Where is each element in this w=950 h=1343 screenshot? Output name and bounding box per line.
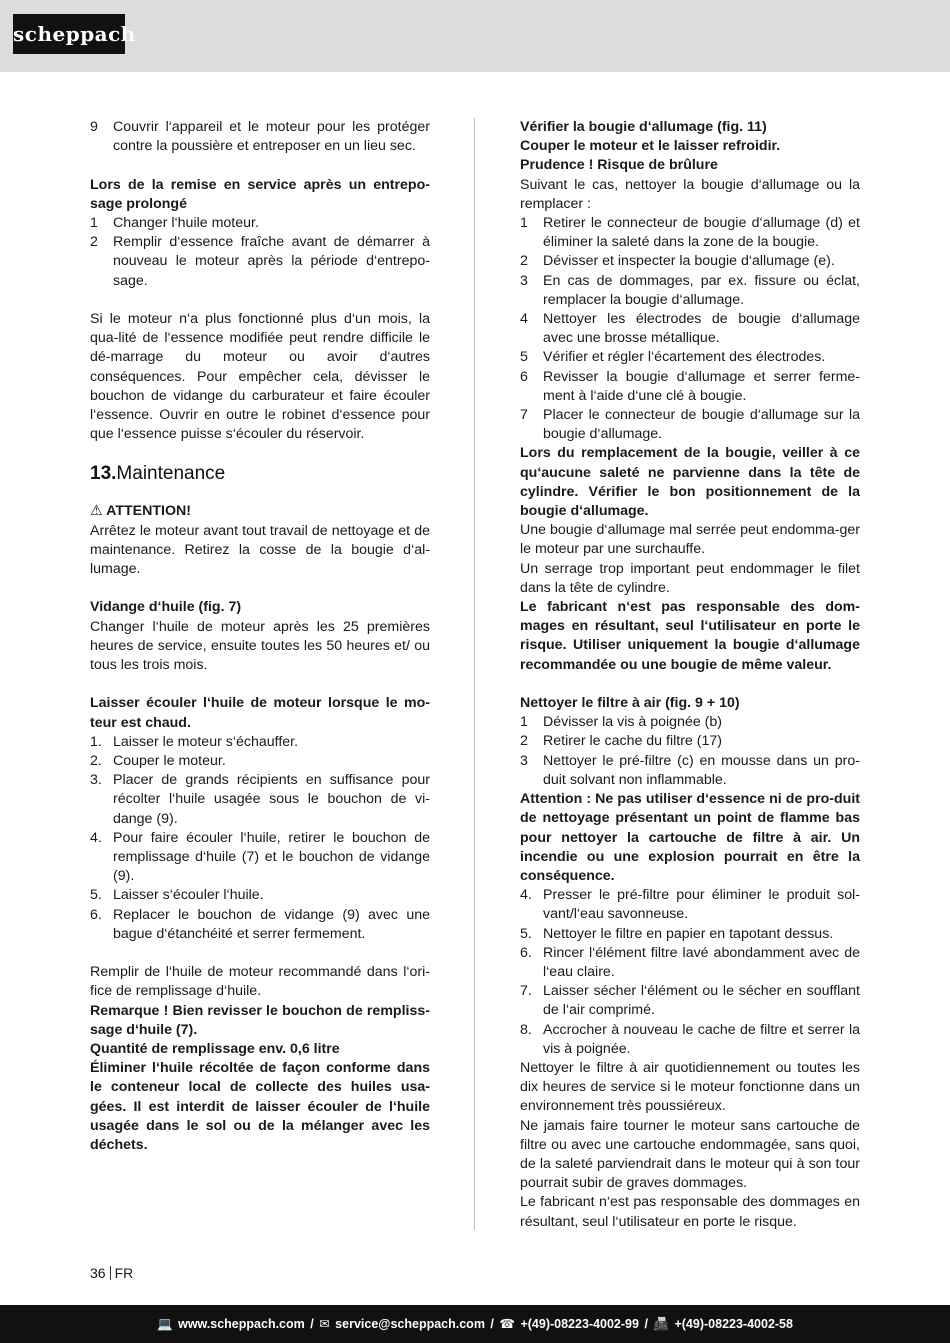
plug-replace-note: Lors du remplacement de la bougie, veiller à ce qu‘aucune saleté ne parvienne dans la tête de cylindre. Vérifier le bon positionnement de la bougie d‘allumage. <box>520 445 860 520</box>
page-header <box>0 0 950 72</box>
list-number: 1 <box>520 215 528 232</box>
plug-caution: Prudence ! Risque de brûlure <box>520 157 718 174</box>
list-number: 2 <box>90 234 98 251</box>
attention-heading <box>90 502 430 521</box>
list-text: Laisser s‘écouler l‘huile. <box>113 887 264 904</box>
section-name: Maintenance <box>116 463 226 485</box>
list-text: Remplir d‘essence fraîche avant de démarrer à nouveau le moteur après la période d‘entrepo-sage. <box>113 234 430 289</box>
list-text: Dévisser la vis à poignée (b) <box>543 714 722 731</box>
list-text: Nettoyer le pré-filtre (c) en mousse dans un pro-duit solvant non inflammable. <box>543 752 860 788</box>
list-number: 4 <box>520 311 528 328</box>
fill-text: Remplir de l‘huile de moteur recommandé dans l‘ori-fice de remplissage d‘huile. <box>90 964 430 1000</box>
footer-website[interactable]: www.scheppach.com <box>178 1317 305 1331</box>
list-item <box>90 906 430 944</box>
plug-subheading: Couper le moteur et le laisser refroidir. <box>520 138 781 155</box>
restart-heading: Lors de la remise en service après un entrepo-sage prolongé <box>90 176 430 212</box>
list-number: 7 <box>520 407 528 424</box>
list-text: Pour faire écouler l‘huile, retirer le bouchon de remplissage d‘huile (7) et le bouchon de vidange (9). <box>113 829 430 885</box>
list-number: 5. <box>520 925 532 942</box>
left-column <box>90 118 430 1155</box>
list-number: 9 <box>90 119 98 135</box>
filter-manufacturer-note: Le fabricant n‘est pas responsable des dommages en résultant, seul l‘utilisateur en porte le risque. <box>520 1194 860 1230</box>
list-text: Vérifier et régler l‘écartement des électrodes. <box>543 349 826 366</box>
list-number: 6 <box>520 368 528 385</box>
filter-warning: Attention : Ne pas utiliser d‘essence ni de pro-duit de nettoyage présentant un point de flamme bas pour nettoyer la cartouche de filtre à air. Un incendie ou une explosion pourrait en être la conséquence. <box>520 791 860 884</box>
list-text: Rincer l‘élément filtre lavé abondamment avec de l‘eau claire. <box>543 944 860 980</box>
list-number: 4. <box>90 829 102 846</box>
page-number-separator <box>110 1266 111 1280</box>
computer-icon: 💻 <box>157 1317 173 1331</box>
list-item <box>520 886 860 924</box>
list-number: 1 <box>90 215 98 231</box>
list-item <box>520 732 860 751</box>
list-number: 7. <box>520 983 532 1000</box>
list-number: 2 <box>520 733 528 750</box>
section-title <box>90 458 430 489</box>
list-number: 6. <box>90 906 102 923</box>
oil-heading: Vidange d‘huile (fig. 7) <box>90 599 242 616</box>
list-text: En cas de dommages, par ex. fissure ou éclat, remplacer la bougie d‘allumage. <box>543 272 860 308</box>
page-footer <box>0 1305 950 1343</box>
list-text: Couvrir l‘appareil et le moteur pour les protéger contre la poussière et entreposer en un lieu sec. <box>113 119 430 155</box>
footer-slash: / <box>644 1317 648 1331</box>
warning-icon: ⚠ <box>90 503 103 520</box>
footer-phone: +(49)-08223-4002-99 <box>520 1317 639 1331</box>
footer-fax: +(49)-08223-4002-58 <box>674 1317 793 1331</box>
list-number: 3. <box>90 772 102 789</box>
list-item <box>90 886 430 905</box>
drain-list <box>90 733 430 944</box>
list-number: 3 <box>520 752 528 769</box>
list-text: Placer de grands récipients en suffisance pour récolter l‘huile usagée sous le bouchon de vi-dange (9). <box>113 772 430 827</box>
scheppach-logo: scheppach <box>13 14 125 54</box>
filter-list-a <box>520 713 860 790</box>
right-column <box>520 118 860 1232</box>
page-language: FR <box>114 1265 134 1281</box>
remark-text: Remarque ! Bien revisser le bouchon de rempliss-sage d‘huile (7). <box>90 1002 430 1038</box>
attention-label: ATTENTION! <box>106 503 192 520</box>
list-item <box>520 982 860 1020</box>
list-item <box>520 713 860 732</box>
plug-list <box>520 214 860 444</box>
list-item <box>520 214 860 252</box>
list-item <box>520 925 860 944</box>
list-text: Accrocher à nouveau le cache de filtre et serrer la vis à poignée. <box>543 1021 860 1057</box>
section-number: 13. <box>90 463 117 485</box>
restart-list <box>90 214 430 291</box>
drain-heading: Laisser écouler l‘huile de moteur lorsque le mo-teur est chaud. <box>90 695 430 731</box>
list-item <box>520 406 860 444</box>
list-text: Couper le moteur. <box>113 753 226 770</box>
page-number-value: 36 <box>90 1265 106 1281</box>
list-number: 3 <box>520 272 528 289</box>
list-number: 6. <box>520 944 532 961</box>
plug-heading: Vérifier la bougie d‘allumage (fig. 11) <box>520 119 767 135</box>
filter-daily-note: Nettoyer le filtre à air quotidiennement ou toutes les dix heures de service si le moteur fonctionne dans un environnement très poussiéreux. <box>520 1059 860 1115</box>
quantity-text: Quantité de remplissage env. 0,6 litre <box>90 1041 340 1058</box>
list-item <box>90 118 430 156</box>
list-item <box>90 733 430 752</box>
list-item <box>520 272 860 310</box>
footer-slash: / <box>310 1317 314 1331</box>
list-number: 1 <box>520 714 528 731</box>
list-text: Retirer le connecteur de bougie d‘allumage (d) et éliminer la saleté dans la zone de la bougie. <box>543 215 860 251</box>
list-number: 4. <box>520 887 532 904</box>
footer-email[interactable]: service@scheppach.com <box>335 1317 485 1331</box>
plug-loose-note: Une bougie d‘allumage mal serrée peut endomma-ger le moteur par une surchauffe. <box>520 522 860 558</box>
list-item <box>90 771 430 829</box>
list-item <box>90 214 430 233</box>
list-text: Retirer le cache du filtre (17) <box>543 733 722 750</box>
list-number: 5. <box>90 887 102 904</box>
list-item <box>90 752 430 771</box>
list-number: 2. <box>90 753 102 770</box>
list-item <box>520 368 860 406</box>
plug-tight-note: Un serrage trop important peut endommager le filet dans la tête de cylindre. <box>520 560 860 596</box>
mail-icon: ✉ <box>319 1317 330 1331</box>
list-text: Laisser le moteur s‘échauffer. <box>113 733 299 750</box>
list-text: Nettoyer le filtre en papier en tapotant dessus. <box>543 925 834 942</box>
list-text: Nettoyer les électrodes de bougie d‘allumage avec une brosse métallique. <box>543 311 860 347</box>
list-item <box>520 252 860 271</box>
plug-manufacturer-note: Le fabricant n‘est pas responsable des dom-mages en résultant, seul l‘utilisateur en porte le risque. Utiliser uniquement la bougie d‘allumage recommandée ou une bougie de même valeur. <box>520 599 860 673</box>
filter-list-b <box>520 886 860 1059</box>
dispose-text: Éliminer l‘huile récoltée de façon conforme dans le conteneur local de collecte des huiles usa-gées. Il est interdit de laisser écouler de l‘huile usagée dans le sol ou de la mélanger avec les déchets. <box>90 1060 430 1154</box>
list-item <box>520 944 860 982</box>
list-number: 2 <box>520 253 528 270</box>
footer-slash: / <box>490 1317 494 1331</box>
list-item <box>90 233 430 291</box>
list-item <box>520 310 860 348</box>
storage-paragraph: Si le moteur n‘a plus fonctionné plus d‘un mois, la qua-lité de l‘essence modifiée peut rendre difficile le dé-marrage du moteur ou avoir d‘autres conséquences. Pour empêcher cela, dévisser le bouchon de vidange du carburateur et faire écouler l‘essence. Ouvrir en outre le robinet d‘essence pour que l‘essence puisse s‘écouler du réservoir. <box>90 311 430 443</box>
list-text: Dévisser et inspecter la bougie d‘allumage (e). <box>543 253 835 270</box>
list-number: 8. <box>520 1021 532 1038</box>
list-text: Placer le connecteur de bougie d‘allumage sur la bougie d‘allumage. <box>543 407 860 443</box>
list-text: Changer l‘huile moteur. <box>113 215 259 231</box>
column-divider <box>474 118 475 1230</box>
list-text: Replacer le bouchon de vidange (9) avec une bague d‘étanchéité et serrer fermement. <box>113 906 430 942</box>
list-number: 5 <box>520 349 528 366</box>
list-item <box>520 348 860 367</box>
oil-text: Changer l‘huile de moteur après les 25 premières heures de service, ensuite toutes les 50 heures et/ ou tous les trois mois. <box>90 618 430 674</box>
list-text: Presser le pré-filtre pour éliminer le produit sol-vant/l‘eau savonneuse. <box>543 887 860 923</box>
page-number <box>90 1264 133 1282</box>
filter-never-note: Ne jamais faire tourner le moteur sans cartouche de filtre ou avec une cartouche endommagée, sans quoi, de la saleté parviendrait dans le moteur qui à son tour pourrait subir de graves dommages. <box>520 1117 860 1192</box>
list-text: Revisser la bougie d‘allumage et serrer ferme-ment à l‘aide d‘une clé à bougie. <box>543 368 860 404</box>
plug-intro: Suivant le cas, nettoyer la bougie d‘allumage ou la remplacer : <box>520 176 860 212</box>
list-number: 1. <box>90 733 102 750</box>
attention-text: Arrêtez le moteur avant tout travail de nettoyage et de maintenance. Retirez la cosse de la bougie d‘al-lumage. <box>90 522 430 578</box>
list-item <box>520 752 860 790</box>
phone-icon: ☎ <box>499 1317 515 1331</box>
list-item <box>90 829 430 887</box>
list-item <box>520 1021 860 1059</box>
fax-icon: 📠 <box>653 1317 669 1331</box>
list-text: Laisser sécher l‘élément ou le sécher en soufflant de l‘air comprimé. <box>543 983 860 1019</box>
filter-heading: Nettoyer le filtre à air (fig. 9 + 10) <box>520 695 740 712</box>
